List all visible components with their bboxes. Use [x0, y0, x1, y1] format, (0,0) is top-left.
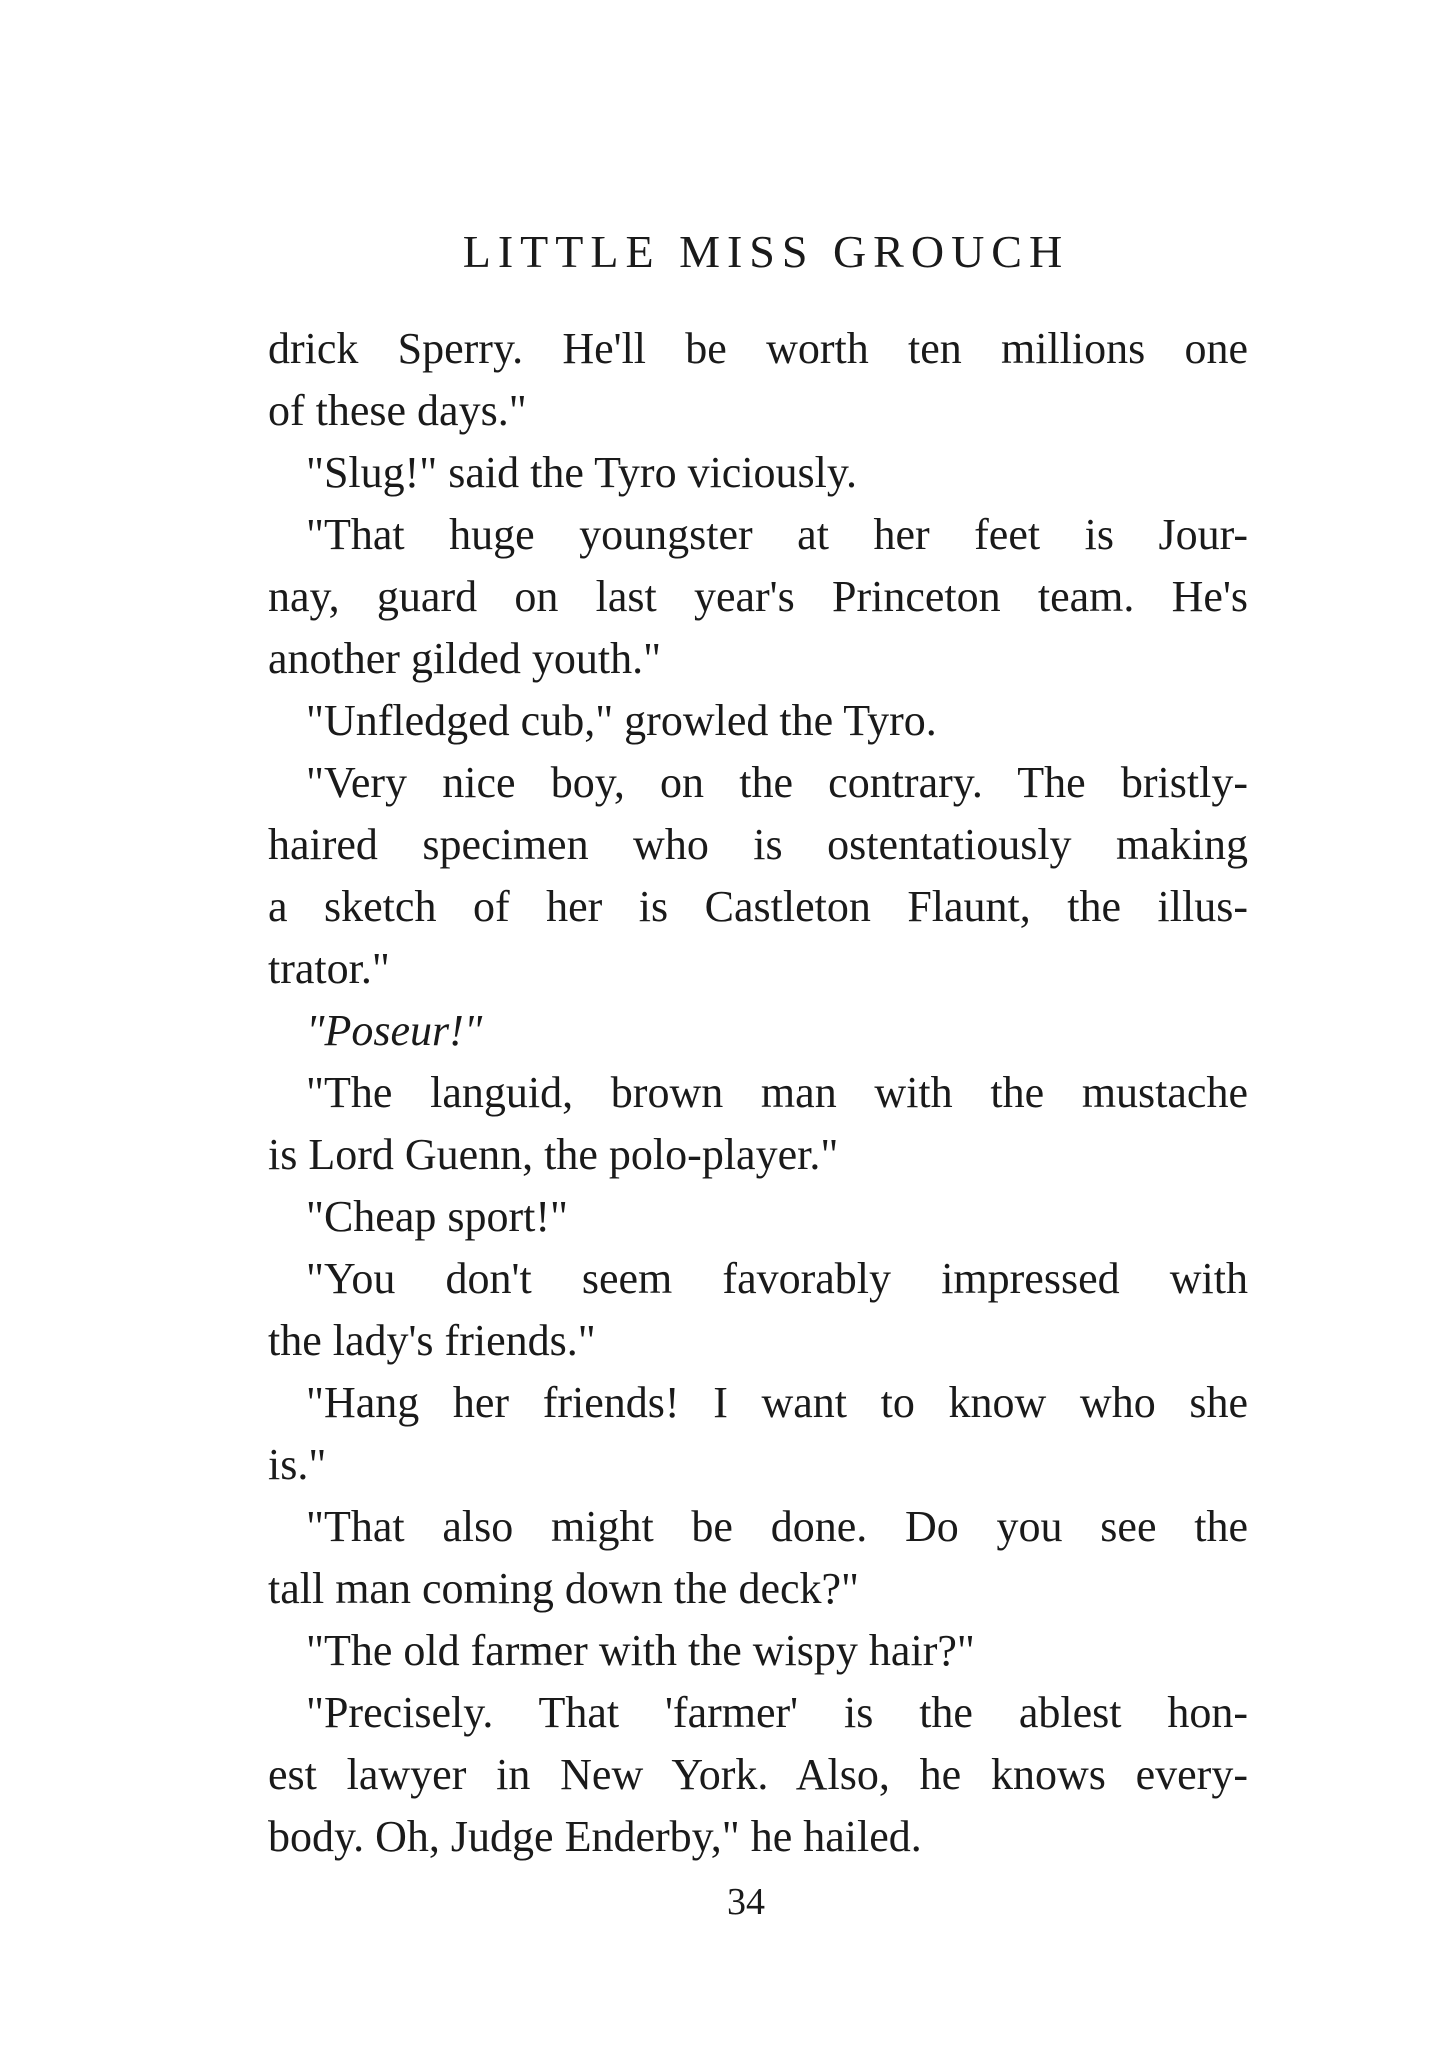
text-line: of these days." [268, 386, 527, 435]
text-line: est lawyer in New York. Also, he knows every- [268, 1750, 1248, 1799]
text-line: nay, guard on last year's Princeton team. He's [268, 572, 1248, 621]
text-line: is Lord Guenn, the polo-player." [268, 1130, 839, 1179]
text-line: trator." [268, 944, 390, 993]
text-line: is." [268, 1440, 327, 1489]
text-line: "You don't seem favorably impressed with [306, 1254, 1248, 1303]
text-line: "Hang her friends! I want to know who she [306, 1378, 1248, 1427]
text-line: body. Oh, Judge Enderby," he hailed. [268, 1812, 922, 1861]
text-line: "The old farmer with the wispy hair?" [306, 1626, 975, 1675]
running-head: LITTLE MISS GROUCH [462, 226, 1070, 277]
text-line: drick Sperry. He'll be worth ten millions one [268, 324, 1248, 373]
text-line: another gilded youth." [268, 634, 662, 683]
text-line: "The languid, brown man with the mustache [306, 1068, 1248, 1117]
text-line: tall man coming down the deck?" [268, 1564, 860, 1613]
text-line: "That also might be done. Do you see the [306, 1502, 1248, 1551]
body-text [268, 318, 1248, 1868]
text-line: "Precisely. That 'farmer' is the ablest hon- [306, 1688, 1248, 1737]
text-line: "Cheap sport!" [306, 1192, 568, 1241]
text-line: haired specimen who is ostentatiously making [268, 820, 1248, 869]
text-line: "Very nice boy, on the contrary. The bristly- [306, 758, 1248, 807]
text-line: "Unfledged cub," growled the Tyro. [306, 696, 937, 745]
text-line: "That huge youngster at her feet is Jour- [306, 510, 1248, 559]
text-line: the lady's friends." [268, 1316, 596, 1365]
italic-text: "Poseur!" [306, 1006, 483, 1055]
text-line [268, 1000, 1248, 1062]
text-line: "Slug!" said the Tyro viciously. [306, 448, 858, 497]
text-line: a sketch of her is Castleton Flaunt, the illus- [268, 882, 1248, 931]
page-number: 34 [727, 1881, 765, 1923]
